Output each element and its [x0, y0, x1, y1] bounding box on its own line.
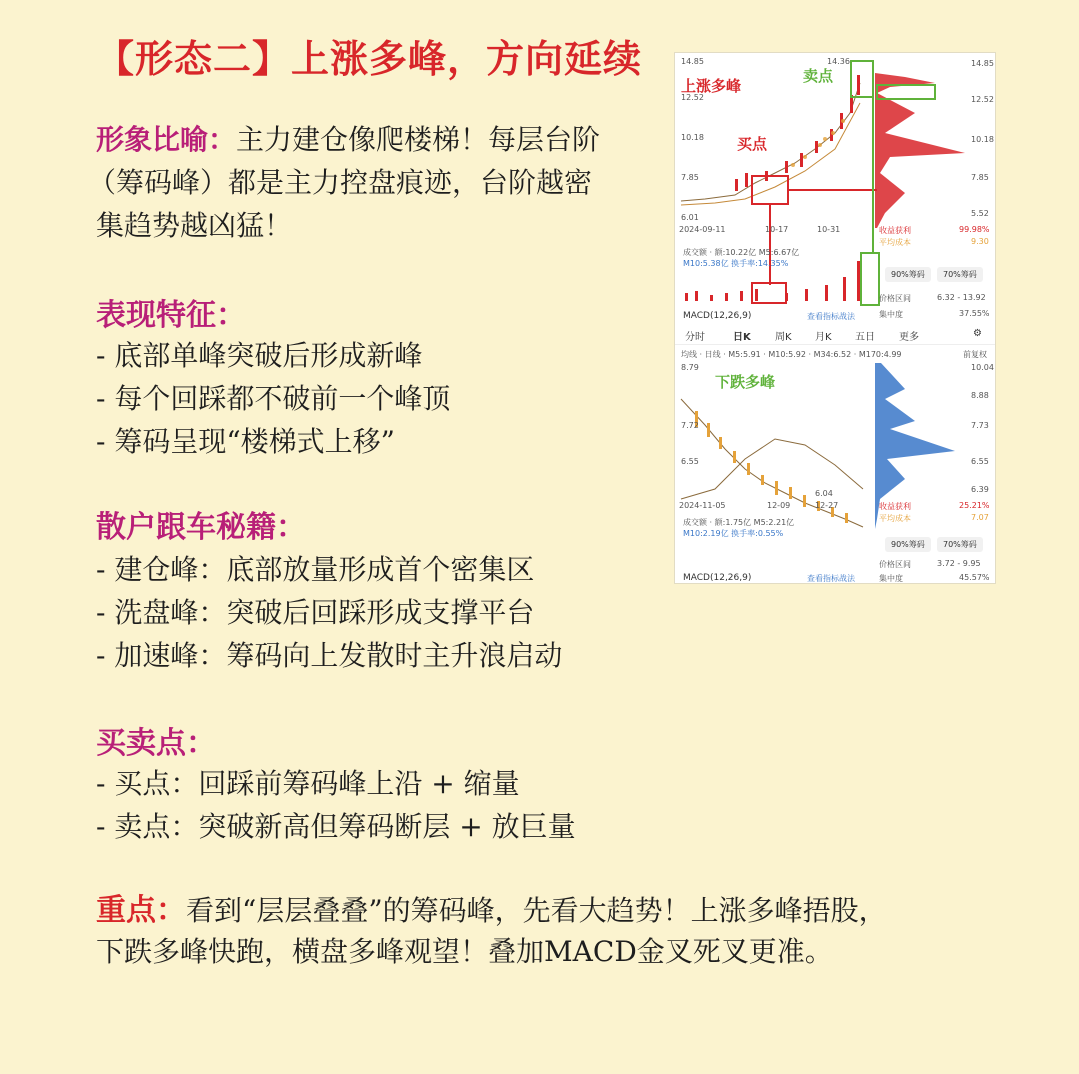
list-item: - 加速峰：筹码向上发散时主升浪启动: [96, 639, 563, 672]
price-tick-right: 10.18: [971, 135, 994, 144]
adjust-mode[interactable]: 前复权: [963, 350, 987, 359]
volume-sub: M10:2.19亿 换手率:0.55%: [683, 529, 784, 538]
concentration-label: 集中度: [879, 310, 903, 319]
key-line-1: 看到“层层叠叠”的筹码峰，先看大趋势！上涨多峰捂股，: [186, 894, 887, 927]
concentration-value: 37.55%: [959, 309, 990, 318]
chip-90-button[interactable]: 90%筹码: [885, 267, 931, 282]
tab-more[interactable]: 更多: [899, 332, 919, 343]
key-line-2: 下跌多峰快跑，横盘多峰观望！叠加MACD金叉死叉更准。: [96, 935, 833, 968]
metaphor-line-1: 主力建仓像爬楼梯！每层台阶: [236, 123, 601, 156]
price-tick: 7.72: [681, 421, 699, 430]
tab-daily[interactable]: 日K: [733, 332, 751, 343]
volume-sub: M10:5.38亿 换手率:14.35%: [683, 259, 789, 268]
points-list: [96, 762, 576, 848]
date-label: 12-09: [767, 501, 791, 510]
avg-cost-label: 平均成本: [879, 238, 911, 247]
tab-five-day[interactable]: 五日: [855, 332, 875, 343]
points-heading: 买卖点：: [96, 726, 216, 761]
low-label: 6.04: [815, 489, 833, 498]
avg-cost-value: 9.30: [971, 237, 989, 246]
macd-label[interactable]: MACD(12,26,9): [683, 311, 752, 321]
high-label: 14.36: [827, 57, 850, 66]
concentration-value: 45.57%: [959, 573, 990, 582]
buy-point-label: 买点: [737, 135, 768, 153]
chip-range-label: 价格区间: [879, 560, 911, 569]
features-list: [96, 334, 450, 463]
volume-header: 成交额 · 额:10.22亿 M5:6.67亿: [683, 248, 800, 257]
profit-value: 99.98%: [959, 225, 990, 234]
falling-peaks-label: 下跌多峰: [715, 373, 776, 391]
chip-range-value: 6.32 - 13.92: [937, 293, 986, 302]
chip-90-button[interactable]: 90%筹码: [885, 537, 931, 552]
date-label: 2024-09-11: [679, 225, 726, 234]
list-item: - 筹码呈现“楼梯式上移”: [96, 425, 395, 458]
chip-70-button[interactable]: 70%筹码: [937, 267, 983, 282]
metaphor-heading: 形象比喻：: [96, 123, 237, 156]
features-heading: 表现特征：: [96, 298, 246, 333]
metaphor-section: [88, 118, 676, 247]
key-section: [96, 890, 1056, 972]
macd-label[interactable]: MACD(12,26,9): [683, 573, 752, 583]
low-label: 6.01: [681, 213, 699, 222]
list-item: - 底部单峰突破后形成新峰: [96, 339, 423, 372]
date-label: 2024-11-05: [679, 501, 726, 510]
period-tabs: [675, 325, 996, 345]
metaphor-line-2: （筹码峰）都是主力控盘痕迹，台阶越密: [88, 166, 593, 199]
price-tick: 12.52: [681, 93, 704, 102]
secrets-list: [96, 548, 562, 677]
price-tick-right: 7.73: [971, 421, 989, 430]
price-tick-right: 14.85: [971, 59, 994, 68]
price-tick-right: 5.52: [971, 209, 989, 218]
price-tick-right: 12.52: [971, 95, 994, 104]
concentration-label: 集中度: [879, 574, 903, 583]
price-tick: 7.85: [681, 173, 699, 182]
indicator-link[interactable]: 查看指标战法: [807, 312, 855, 321]
list-item: - 洗盘峰：突破后回踩形成支撑平台: [96, 596, 535, 629]
settings-icon[interactable]: ⚙: [973, 328, 982, 339]
price-tick-right: 7.85: [971, 173, 989, 182]
volume-header: 成交额 · 额:1.75亿 M5:2.21亿: [683, 518, 795, 527]
profit-value: 25.21%: [959, 501, 990, 510]
sell-point-label: 卖点: [803, 67, 834, 85]
profit-label: 收益获利: [879, 502, 911, 511]
price-tick-right: 10.04: [971, 363, 994, 372]
tab-monthly[interactable]: 月K: [815, 332, 832, 343]
price-tick: 14.85: [681, 57, 704, 66]
price-tick-right: 8.88: [971, 391, 989, 400]
chip-range-label: 价格区间: [879, 294, 911, 303]
tab-intraday[interactable]: 分时: [685, 332, 705, 343]
avg-cost-label: 平均成本: [879, 514, 911, 523]
ma-header: 均线 · 日线 · M5:5.91 · M10:5.92 · M34:6.52 · M170:4.99: [681, 350, 902, 359]
list-item: - 买点：回踩前筹码峰上沿 + 缩量: [96, 767, 520, 800]
avg-cost-value: 7.07: [971, 513, 989, 522]
list-item: - 建仓峰：底部放量形成首个密集区: [96, 553, 535, 586]
date-label: 10-17: [765, 225, 789, 234]
rising-peaks-label: 上涨多峰: [681, 77, 742, 95]
price-tick: 6.55: [681, 457, 699, 466]
tab-weekly[interactable]: 周K: [775, 332, 792, 343]
stock-chart-screenshot: [674, 52, 996, 584]
date-label: 10-31: [817, 225, 841, 234]
key-heading: 重点：: [96, 893, 186, 928]
price-tick-right: 6.55: [971, 457, 989, 466]
price-tick: 10.18: [681, 133, 704, 142]
secrets-heading: 散户跟车秘籍：: [96, 510, 306, 545]
page-title: 【形态二】上涨多峰，方向延续: [96, 37, 643, 81]
chip-70-button[interactable]: 70%筹码: [937, 537, 983, 552]
indicator-link[interactable]: 查看指标战法: [807, 574, 855, 583]
chip-range-value: 3.72 - 9.95: [937, 559, 981, 568]
list-item: - 每个回踩都不破前一个峰顶: [96, 382, 451, 415]
price-tick: 8.79: [681, 363, 699, 372]
date-label: 12-27: [815, 501, 839, 510]
metaphor-line-3: 集趋势越凶猛！: [96, 209, 293, 242]
profit-label: 收益获利: [879, 226, 911, 235]
list-item: - 卖点：突破新高但筹码断层 + 放巨量: [96, 810, 576, 843]
price-tick-right: 6.39: [971, 485, 989, 494]
